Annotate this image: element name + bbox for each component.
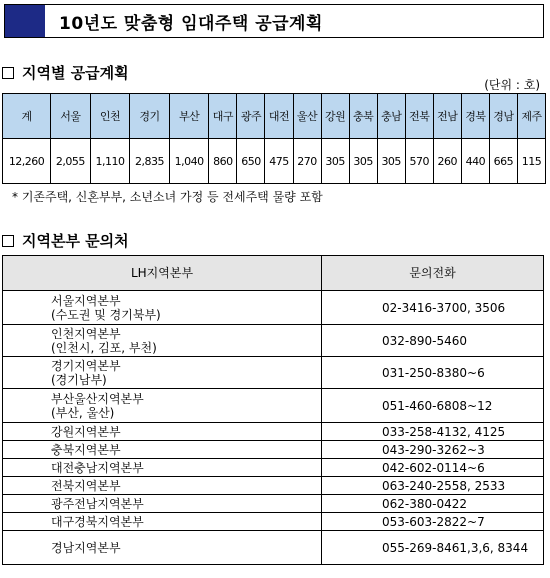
square-bullet-icon (2, 235, 14, 247)
contact-row (3, 357, 544, 389)
supply-region-value: 305 (377, 139, 405, 184)
contact-table (2, 255, 544, 565)
phone-number: 053-603-2822~7 (322, 513, 544, 531)
supply-value-row (3, 139, 546, 184)
supply-region-value: 260 (433, 139, 461, 184)
office-cell (3, 423, 322, 441)
title-bar (4, 4, 544, 38)
office-cell (3, 291, 322, 325)
supply-region-value: 2,835 (130, 139, 170, 184)
supply-region-value: 860 (209, 139, 237, 184)
supply-region-value: 270 (293, 139, 321, 184)
office-name: 대구경북지역본부 (51, 514, 144, 529)
supply-region-header: 인천 (90, 94, 130, 139)
phone-number: 062-380-0422 (322, 495, 544, 513)
contact-row (3, 441, 544, 459)
supply-region-header: 대전 (265, 94, 293, 139)
supply-region-value: 115 (517, 139, 545, 184)
contact-header-row (3, 256, 544, 291)
supply-region-header: 대구 (209, 94, 237, 139)
office-coverage: (수도권 및 경기북부) (51, 307, 161, 322)
phone-number: 032-890-5460 (322, 325, 544, 357)
supply-region-header: 충북 (349, 94, 377, 139)
office-cell (3, 389, 322, 423)
supply-region-header: 충남 (377, 94, 405, 139)
office-cell (3, 477, 322, 495)
office-name: 경남지역본부 (51, 540, 121, 555)
office-cell (3, 531, 322, 565)
office-name: 부산울산지역본부 (51, 391, 144, 406)
page-title: 10년도 맞춤형 임대주택 공급계획 (59, 13, 323, 34)
supply-region-value: 305 (321, 139, 349, 184)
supply-region-header: 제주 (517, 94, 545, 139)
contact-row (3, 325, 544, 357)
contact-row (3, 389, 544, 423)
office-name: 인천지역본부 (51, 326, 121, 341)
supply-region-value: 12,260 (3, 139, 51, 184)
section-supply-title: 지역별 공급계획 (22, 64, 129, 82)
office-cell (3, 441, 322, 459)
office-name: 전북지역본부 (51, 478, 121, 493)
supply-region-header: 전남 (433, 94, 461, 139)
office-name: 강원지역본부 (51, 424, 121, 439)
supply-region-header: 전북 (405, 94, 433, 139)
title-accent-block (5, 5, 45, 37)
supply-region-value: 305 (349, 139, 377, 184)
supply-region-value: 1,110 (90, 139, 130, 184)
supply-region-header: 계 (3, 94, 51, 139)
supply-region-value: 475 (265, 139, 293, 184)
supply-region-value: 650 (237, 139, 265, 184)
phone-number: 033-258-4132, 4125 (322, 423, 544, 441)
office-coverage: (경기남부) (51, 372, 107, 387)
supply-region-value: 665 (489, 139, 517, 184)
contact-row (3, 423, 544, 441)
phone-number: 055-269-8461,3,6, 8344 (322, 531, 544, 565)
phone-number: 043-290-3262~3 (322, 441, 544, 459)
contact-row (3, 477, 544, 495)
supply-region-header: 강원 (321, 94, 349, 139)
supply-region-header: 부산 (169, 94, 209, 139)
section-contact-heading (2, 230, 129, 251)
supply-table (2, 93, 546, 184)
supply-region-header: 서울 (51, 94, 91, 139)
contact-row (3, 291, 544, 325)
office-coverage: (인천시, 김포, 부천) (51, 340, 157, 355)
supply-region-header: 경남 (489, 94, 517, 139)
contact-row (3, 495, 544, 513)
unit-label: (단위 : 호) (484, 78, 540, 92)
section-supply-heading (2, 62, 129, 83)
contact-row (3, 459, 544, 477)
supply-region-value: 440 (461, 139, 489, 184)
office-cell (3, 459, 322, 477)
section-contact-title: 지역본부 문의처 (22, 232, 129, 250)
square-bullet-icon (2, 67, 14, 79)
supply-region-header: 경북 (461, 94, 489, 139)
contact-header-office: LH지역본부 (3, 256, 322, 291)
office-name: 대전충남지역본부 (51, 460, 144, 475)
office-coverage: (부산, 울산) (51, 405, 115, 420)
contact-header-phone: 문의전화 (322, 256, 544, 291)
supply-region-header: 경기 (130, 94, 170, 139)
supply-region-header: 광주 (237, 94, 265, 139)
phone-number: 042-602-0114~6 (322, 459, 544, 477)
office-cell (3, 495, 322, 513)
supply-region-value: 1,040 (169, 139, 209, 184)
phone-number: 051-460-6808~12 (322, 389, 544, 423)
supply-region-header: 울산 (293, 94, 321, 139)
phone-number: 031-250-8380~6 (322, 357, 544, 389)
office-cell (3, 357, 322, 389)
office-cell (3, 513, 322, 531)
office-name: 서울지역본부 (51, 293, 121, 308)
supply-region-value: 570 (405, 139, 433, 184)
phone-number: 063-240-2558, 2533 (322, 477, 544, 495)
contact-row (3, 513, 544, 531)
supply-header-row (3, 94, 546, 139)
office-name: 광주전남지역본부 (51, 496, 144, 511)
office-name: 충북지역본부 (51, 442, 121, 457)
supply-region-value: 2,055 (51, 139, 91, 184)
office-cell (3, 325, 322, 357)
office-name: 경기지역본부 (51, 358, 121, 373)
footnote: * 기존주택, 신혼부부, 소년소녀 가정 등 전세주택 물량 포함 (12, 190, 323, 204)
phone-number: 02-3416-3700, 3506 (322, 291, 544, 325)
contact-row (3, 531, 544, 565)
